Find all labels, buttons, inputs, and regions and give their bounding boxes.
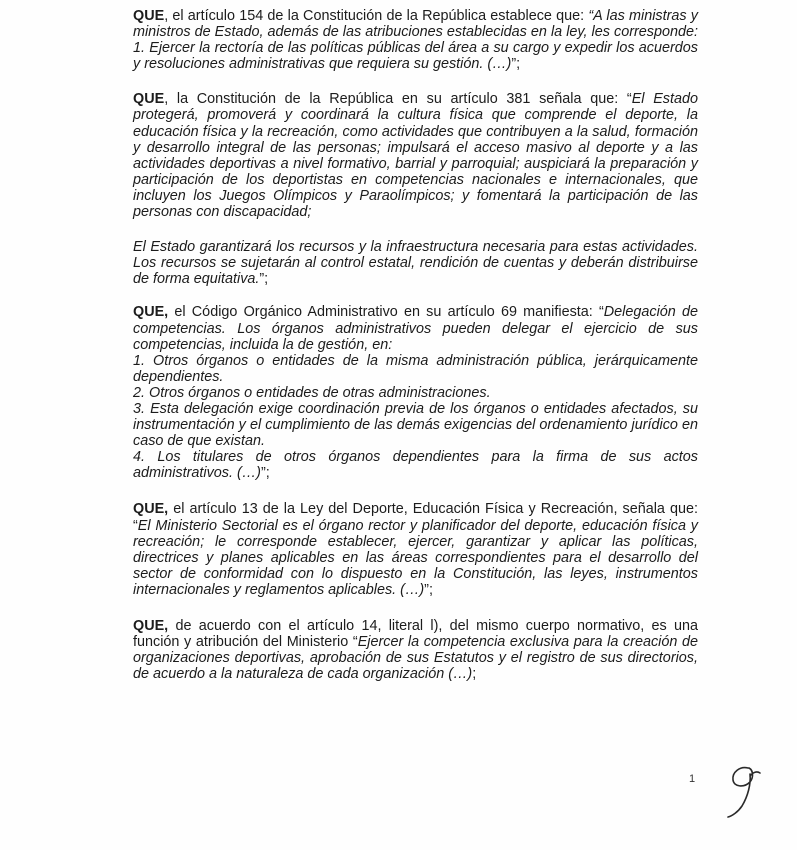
paragraph-text: el Código Orgánico Administrativo en su artículo 69 manifiesta: “ <box>168 304 604 321</box>
document-body <box>133 8 698 701</box>
list-item: 3. Esta delegación exige coordinación previa de los órganos o entidades afectados, su instrumentación y el cumplimiento de las demás exigencias del ordenamiento jurídico en caso de que existan. <box>133 400 698 450</box>
paragraph-estado-recursos <box>133 239 698 287</box>
list-item: 4. Los titulares de otros órganos dependientes para la firma de sus actos administrativos. (…) <box>133 449 698 482</box>
quoted-text: El Estado protegerá, promoverá y coordinará la cultura física que comprende el deporte, la educación física y la recreación, como actividades que contribuyen a la salud, formación y desarrollo integral de las personas; impulsará el acceso masivo al deporte y a las actividades deportivas a nivel formativo, barrial y parroquial; auspiciará la preparación y participación de los deportistas en competencias nacionales e internacionales, que incluyen los Juegos Olímpicos y Paraolímpicos; y fomentará la participación de las personas con discapacidad; <box>133 91 698 221</box>
quoted-text: Ejercer la competencia exclusiva para la creación de organizaciones deportivas, aprobación de sus Estatutos y el registro de sus directorios, de acuerdo a la naturaleza de cada organización (…) <box>133 634 699 683</box>
quoted-text: “A las ministras y ministros de Estado, además de las atribuciones establecidas en la ley, les corresponde: 1. Ejercer la rectoría de las políticas públicas del área a su cargo y expedir los acuerdos y resoluciones administrativas que requiera su gestión. (…) <box>133 8 698 73</box>
que-keyword: QUE <box>133 91 165 108</box>
list-item: 2. Otros órganos o entidades de otras administraciones. <box>133 384 491 401</box>
paragraph-article-69 <box>133 304 698 481</box>
closing-punctuation: ”; <box>424 581 433 598</box>
que-keyword: QUE, <box>133 618 169 634</box>
quoted-text: Delegación de competencias. Los órganos administrativos pueden delegar el ejercicio de sus competencias, incluida la de gestión, en: <box>133 304 698 353</box>
paragraph-text: el artículo 13 de la Ley del Deporte, Educación Física y Recreación, señala que: “ <box>133 501 698 534</box>
paragraph-article-381 <box>133 91 698 220</box>
handwritten-initial-signature <box>720 762 764 818</box>
closing-punctuation: ”; <box>260 465 270 482</box>
page-number: 1 <box>689 773 696 785</box>
paragraph-text: , la Constitución de la República en su artículo 381 señala que: “ <box>164 91 632 108</box>
quoted-text: El Ministerio Sectorial es el órgano rector y planificador del deporte, educación física y recreación; le corresponde establecer, ejercer, garantizar y aplicar las políticas, directrices y planes aplicables en las áreas correspondientes para el desarrollo del sector de conformidad con lo dispuesto en la Constitución, las leyes, instrumentos internacionales y reglamentos aplicables. (…) <box>133 517 698 598</box>
que-keyword: QUE, <box>133 501 169 518</box>
paragraph-article-13 <box>133 501 698 598</box>
paragraph-article-154 <box>133 8 698 72</box>
quoted-text: El Estado garantizará los recursos y la infraestructura necesaria para estas actividades. Los recursos se sujetarán al control estatal, rendición de cuentas y deberán distribuirse de forma equitativa. <box>133 239 698 288</box>
paragraph-text: , el artículo 154 de la Constitución de la República establece que: <box>164 8 589 24</box>
list-item: 1. Otros órganos o entidades de la misma administración pública, jerárquicamente dependientes. <box>133 352 698 385</box>
paragraph-text: de acuerdo con el artículo 14, literal l), del mismo cuerpo normativo, es una función y atribución del Ministerio “ <box>133 618 698 651</box>
que-keyword: QUE <box>133 8 165 24</box>
closing-punctuation: ; <box>472 666 477 683</box>
paragraph-article-14 <box>133 618 698 682</box>
que-keyword: QUE, <box>133 304 169 321</box>
closing-punctuation: ”; <box>259 271 269 288</box>
closing-punctuation: ”; <box>511 56 521 73</box>
